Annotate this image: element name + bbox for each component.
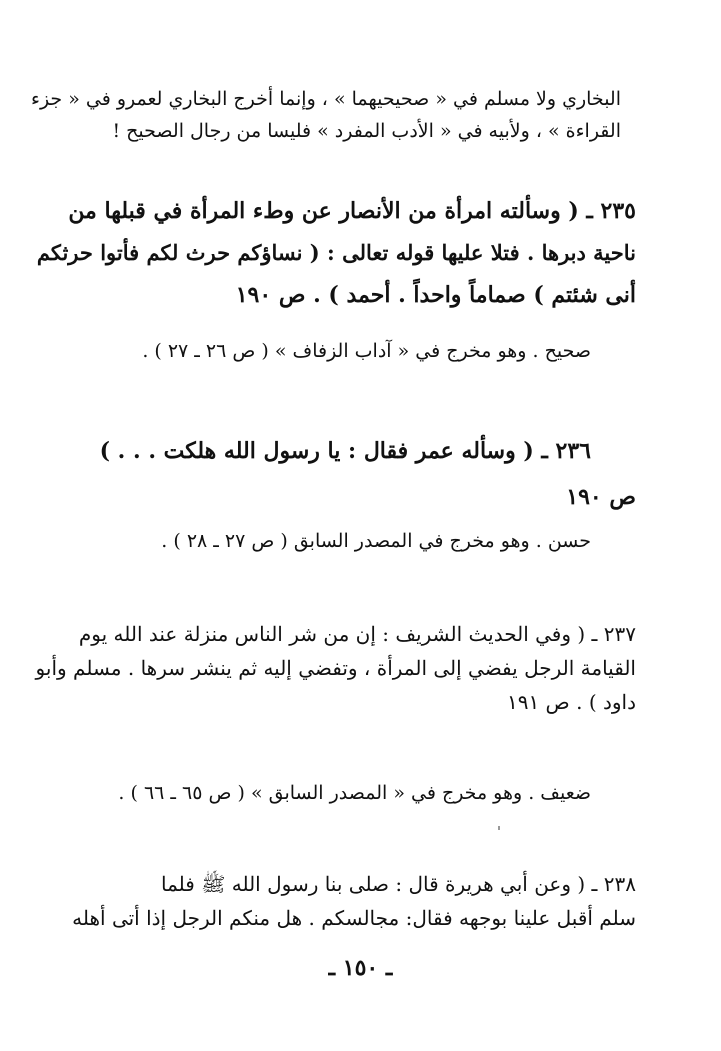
hadith-235-line-1: ٢٣٥ ـ ( وسألته امرأة من الأنصار عن وطء المرأة في قبلها من bbox=[68, 198, 636, 224]
print-speck bbox=[498, 826, 500, 830]
hadith-237-line-1: ٢٣٧ ـ ( وفي الحديث الشريف : إن من شر الناس منزلة عند الله يوم bbox=[78, 622, 636, 646]
hadith-235-grade: صحيح . وهو مخرج في « آداب الزفاف » ( ص ٢٦ ـ ٢٧ ) . bbox=[142, 340, 591, 362]
hadith-236-line-1: ٢٣٦ ـ ( وسأله عمر فقال : يا رسول الله هلكت . . . ) bbox=[99, 438, 591, 464]
hadith-238-line-1: ٢٣٨ ـ ( وعن أبي هريرة قال : صلى بنا رسول الله ﷺ فلما bbox=[161, 872, 636, 896]
continuation-line-2: القراءة » ، ولأبيه في « الأدب المفرد » فليسا من رجال الصحيح ! bbox=[112, 120, 621, 142]
hadith-238-line-2: سلم أقبل علينا بوجهه فقال: مجالسكم . هل منكم الرجل إذا أتى أهله bbox=[72, 906, 636, 930]
hadith-235-line-3: أنى شئتم ) صماماً واحداً . أحمد ) . ص ١٩٠ bbox=[235, 282, 636, 308]
hadith-237-line-3: داود ) . ص ١٩١ bbox=[506, 690, 636, 714]
page-number: ـ ١٥٠ ـ bbox=[328, 955, 393, 981]
hadith-237-line-2: القيامة الرجل يفضي إلى المرأة ، وتفضي إليه ثم ينشر سرها . مسلم وأبو bbox=[35, 656, 636, 680]
continuation-line-1: البخاري ولا مسلم في « صحيحيهما » ، وإنما أخرج البخاري لعمرو في « جزء bbox=[31, 88, 621, 110]
hadith-236-grade: حسن . وهو مخرج في المصدر السابق ( ص ٢٧ ـ ٢٨ ) . bbox=[161, 530, 591, 552]
hadith-235-line-2: ناحية دبرها . فتلا عليها قوله تعالى : ( نساؤكم حرث لكم فأتوا حرثكم bbox=[36, 240, 636, 265]
hadith-237-grade: ضعيف . وهو مخرج في « المصدر السابق » ( ص ٦٥ ـ ٦٦ ) . bbox=[118, 782, 591, 804]
hadith-236-line-2: ص ١٩٠ bbox=[566, 484, 636, 510]
